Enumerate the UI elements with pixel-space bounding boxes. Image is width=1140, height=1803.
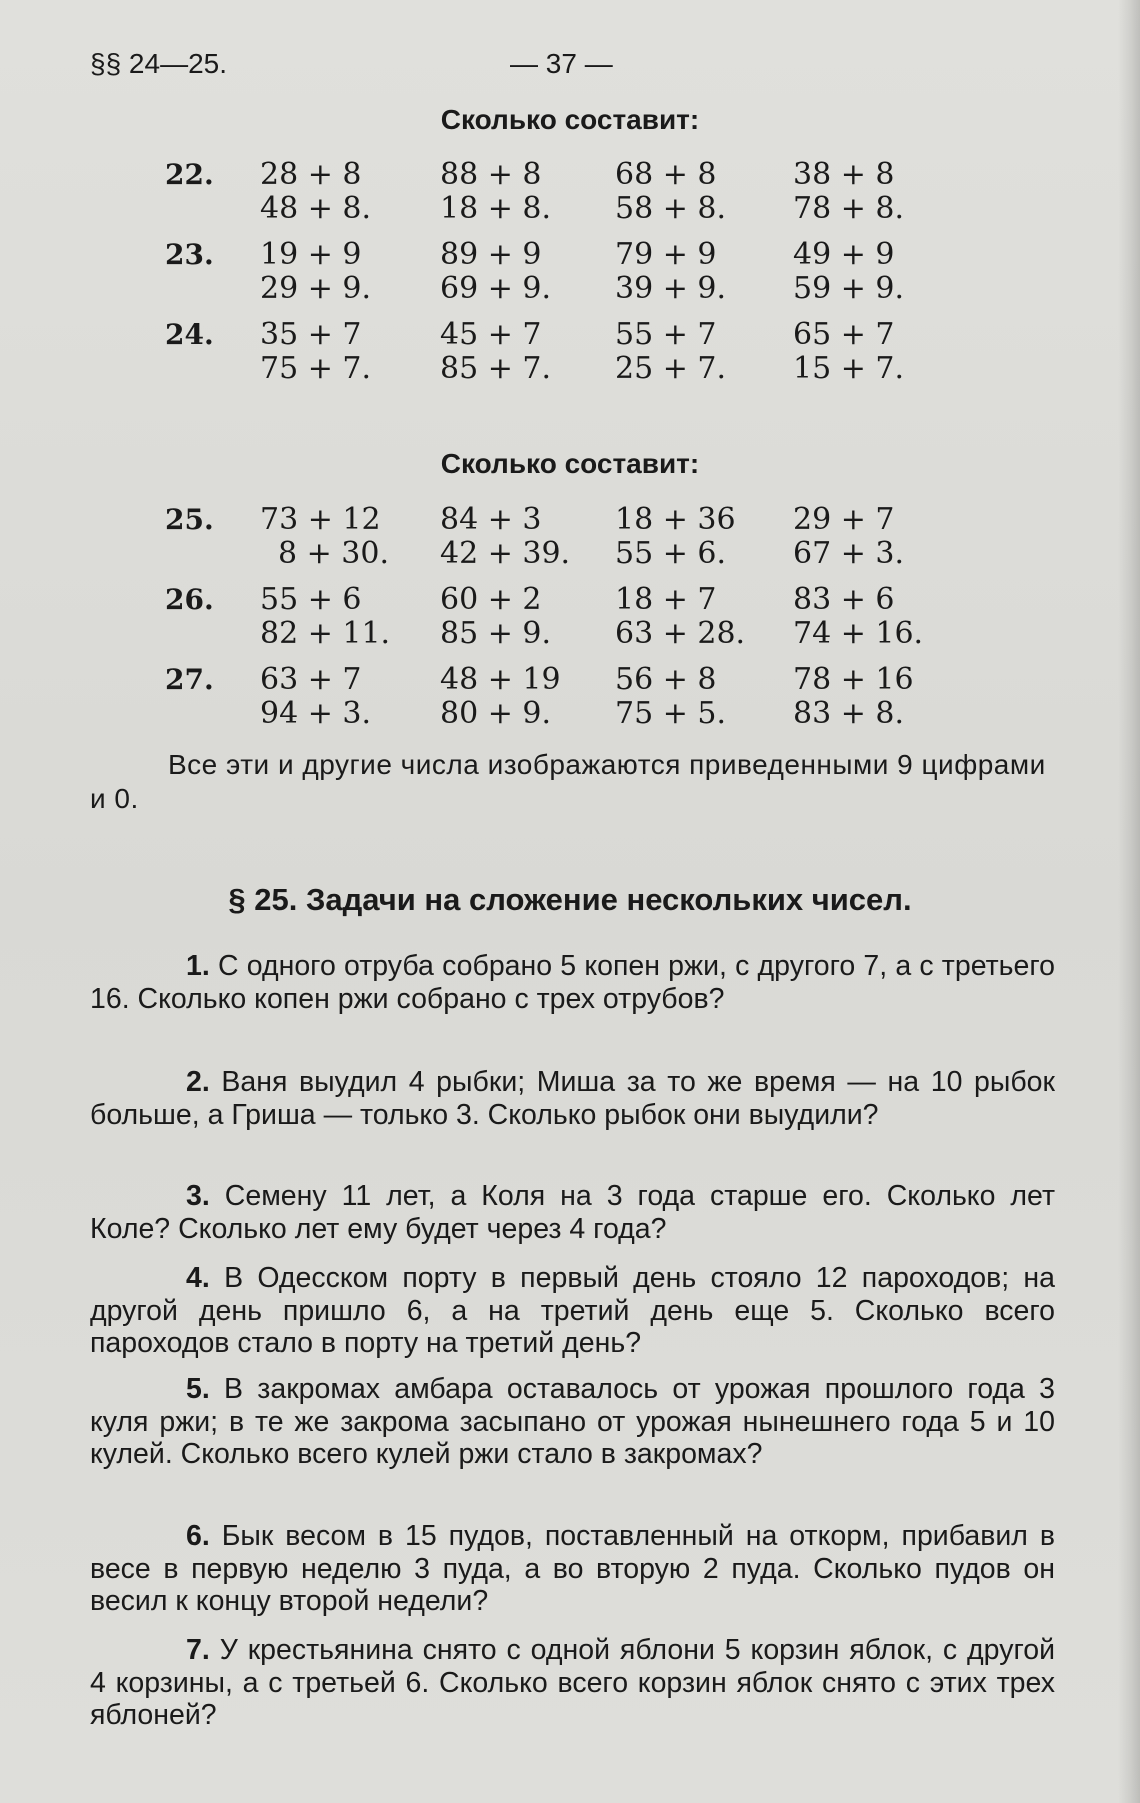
exercise-row xyxy=(165,503,965,583)
exercise-heading-1: Сколько составит: xyxy=(440,104,700,135)
exercise-cell: 55 + 7 25 + 7. xyxy=(615,317,727,386)
exercise-cell: 18 + 36 55 + 6. xyxy=(615,502,736,571)
page-number: — 37 — xyxy=(510,48,613,79)
exercise-cell: 83 + 6 74 + 16. xyxy=(793,582,924,651)
exercise-group-2 xyxy=(165,503,965,743)
exercise-cell: 73 + 12 8 + 30. xyxy=(260,502,390,571)
exercise-cell: 28 + 8 48 + 8. xyxy=(260,157,372,226)
exercise-cell: 78 + 16 83 + 8. xyxy=(793,662,914,731)
page-header xyxy=(90,48,1050,88)
exercise-cell: 49 + 9 59 + 9. xyxy=(793,237,905,306)
exercise-cell: 63 + 7 94 + 3. xyxy=(260,662,372,731)
exercise-cell: 18 + 7 63 + 28. xyxy=(615,582,746,651)
exercise-row xyxy=(165,318,965,398)
exercise-cell: 89 + 9 69 + 9. xyxy=(440,237,552,306)
exercise-cell: 65 + 7 15 + 7. xyxy=(793,317,905,386)
exercise-number: 27. xyxy=(165,663,214,696)
problem-item: 2. Ваня выудил 4 рыбки; Миша за то же время — на 10 рыбок больше, а Гриша — только 3. Сколько рыбок они выудили? xyxy=(90,1066,1055,1131)
exercise-row xyxy=(165,158,965,238)
exercise-cell: 45 + 7 85 + 7. xyxy=(440,317,552,386)
exercise-number: 24. xyxy=(165,318,214,351)
exercise-cell: 38 + 8 78 + 8. xyxy=(793,157,905,226)
exercise-cell: 84 + 3 42 + 39. xyxy=(440,502,571,571)
exercise-group-1 xyxy=(165,158,965,398)
exercise-heading-2: Сколько составит: xyxy=(440,448,700,479)
exercise-row xyxy=(165,583,965,663)
problem-item: 5. В закромах амбара оставалось от урожая прошлого года 3 куля ржи; в те же закрома засыпано от урожая нынешнего года 5 и 10 кулей. Сколько всего кулей ржи стало в закромах? xyxy=(90,1373,1055,1470)
exercise-number: 23. xyxy=(165,238,214,271)
exercise-row xyxy=(165,663,965,743)
exercise-cell: 29 + 7 67 + 3. xyxy=(793,502,905,571)
exercise-cell: 68 + 8 58 + 8. xyxy=(615,157,727,226)
digits-note: Все эти и другие числа изображаются приведенными 9 цифрами и 0. xyxy=(90,749,1046,814)
problem-item: 4. В Одесском порту в первый день стояло 12 пароходов; на другой день пришло 6, а на третий день еще 5. Сколько всего пароходов стало в порту на третий день? xyxy=(90,1262,1055,1359)
exercise-cell: 55 + 6 82 + 11. xyxy=(260,582,391,651)
section-reference: §§ 24—25. xyxy=(90,48,227,79)
exercise-cell: 60 + 2 85 + 9. xyxy=(440,582,552,651)
problem-item: 3. Семену 11 лет, а Коля на 3 года старше его. Сколько лет Коле? Сколько лет ему будет через 4 года? xyxy=(90,1180,1056,1245)
exercise-cell: 35 + 7 75 + 7. xyxy=(260,317,372,386)
section-title: § 25. Задачи на сложение нескольких чисел. xyxy=(228,882,912,917)
problem-item: 7. У крестьянина снято с одной яблони 5 корзин яблок, с другой 4 корзины, а с третьей 6. Сколько всего корзин яблок снято с этих трех яблоней? xyxy=(90,1634,1055,1731)
exercise-cell: 79 + 9 39 + 9. xyxy=(615,237,727,306)
problem-item: 6. Бык весом в 15 пудов, поставленный на откорм, прибавил в весе в первую неделю 3 пуда, а во вторую 2 пуда. Сколько пудов он весил к концу второй недели? xyxy=(90,1520,1055,1617)
exercise-cell: 48 + 19 80 + 9. xyxy=(440,662,561,731)
exercise-number: 25. xyxy=(165,503,214,536)
exercise-cell: 88 + 8 18 + 8. xyxy=(440,157,552,226)
exercise-number: 22. xyxy=(165,158,214,191)
exercise-number: 26. xyxy=(165,583,214,616)
problem-item: 1. С одного отруба собрано 5 копен ржи, с другого 7, а с третьего 16. Сколько копен ржи собрано с трех отрубов? xyxy=(90,950,1055,1015)
exercise-cell: 19 + 9 29 + 9. xyxy=(260,237,372,306)
exercise-cell: 56 + 8 75 + 5. xyxy=(615,662,727,731)
exercise-row xyxy=(165,238,965,318)
